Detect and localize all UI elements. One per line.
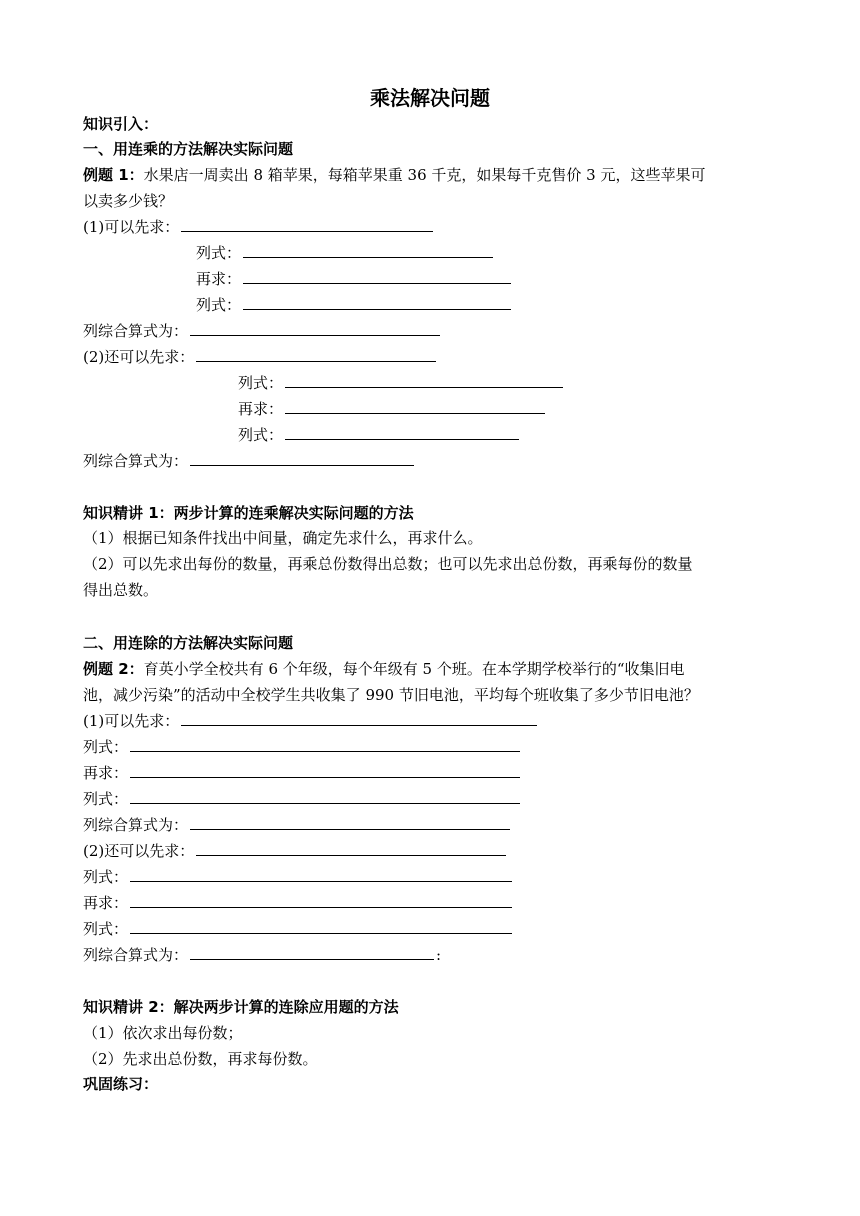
s1-q1-formula-row — [196, 242, 493, 264]
knowledge1-point2-line1: （2）可以先求出每份的数量，再乘总份数得出总数；也可以先求出总份数，再乘每份的数量 — [83, 555, 693, 573]
s1-q2-combined-blank[interactable] — [190, 450, 414, 466]
s1-q1-label: (1)可以先求： — [83, 218, 180, 236]
example2-line1 — [83, 658, 685, 680]
s2-q2-formula2-row — [83, 918, 512, 940]
knowledge1-point1: （1）根据已知条件找出中间量，确定先求什么，再求什么。 — [83, 529, 483, 547]
s1-q1-blank[interactable] — [181, 216, 433, 232]
s1-q1-formula-label: 列式： — [196, 244, 242, 262]
knowledge1-point2-line2: 得出总数。 — [83, 581, 159, 599]
s1-q2-then-row — [238, 398, 545, 420]
s1-q1-combined-row — [83, 320, 440, 342]
s1-q2-row — [83, 346, 436, 368]
s1-q2-then-label: 再求： — [238, 400, 284, 418]
s1-q2-formula2-blank[interactable] — [285, 424, 519, 440]
s1-q2-combined-label: 列综合算式为： — [83, 452, 189, 470]
s1-q2-formula-row — [238, 372, 563, 394]
s1-q2-formula-blank[interactable] — [285, 372, 563, 388]
knowledge2-heading: 知识精讲 2：解决两步计算的连除应用题的方法 — [83, 998, 399, 1016]
s2-q2-formula-blank[interactable] — [130, 866, 512, 882]
s1-q1-combined-label: 列综合算式为： — [83, 322, 189, 340]
s2-q2-then-row — [83, 892, 512, 914]
s1-q1-formula2-blank[interactable] — [243, 294, 511, 310]
s1-q1-combined-blank[interactable] — [190, 320, 440, 336]
s2-q1-formula2-row — [83, 788, 520, 810]
s2-q2-combined-row — [83, 944, 441, 966]
s2-q1-combined-blank[interactable] — [190, 814, 510, 830]
s1-q2-combined-row — [83, 450, 414, 472]
s1-q1-row — [83, 216, 433, 238]
s2-q1-then-blank[interactable] — [130, 762, 520, 778]
s2-q2-formula2-blank[interactable] — [130, 918, 512, 934]
s2-q1-row — [83, 710, 537, 732]
s2-q2-row — [83, 840, 506, 862]
s1-q2-formula2-label: 列式： — [238, 426, 284, 444]
example1-label: 例题 1： — [83, 166, 144, 184]
s2-q1-formula-row — [83, 736, 520, 758]
s1-q2-formula-label: 列式： — [238, 374, 284, 392]
s2-q2-blank[interactable] — [196, 840, 506, 856]
example2-text1: 育英小学全校共有 6 个年级，每个年级有 5 个班。在本学期学校举行的“收集旧电 — [143, 660, 685, 678]
s1-q1-then-row — [196, 268, 511, 290]
document-title: 乘法解决问题 — [370, 86, 490, 110]
s2-q1-then-row — [83, 762, 520, 784]
s1-q2-formula2-row — [238, 424, 519, 446]
s2-q2-label: (2)还可以先求： — [83, 842, 195, 860]
example1-line2: 以卖多少钱？ — [83, 192, 174, 210]
s1-q1-formula-blank[interactable] — [243, 242, 493, 258]
s2-q1-blank[interactable] — [181, 710, 537, 726]
s1-q2-label: (2)还可以先求： — [83, 348, 195, 366]
s1-q1-then-label: 再求： — [196, 270, 242, 288]
s2-q2-combined-blank[interactable] — [190, 944, 434, 960]
s2-q1-formula2-blank[interactable] — [130, 788, 520, 804]
example2-line2: 池，减少污染”的活动中全校学生共收集了 990 节旧电池，平均每个班收集了多少节旧电池？ — [83, 686, 699, 704]
section1-heading: 一、用连乘的方法解决实际问题 — [83, 140, 294, 158]
s2-q2-formula-label: 列式： — [83, 868, 129, 886]
section2-heading: 二、用连除的方法解决实际问题 — [83, 634, 294, 652]
knowledge2-point2: （2）先求出总份数，再求每份数。 — [83, 1050, 318, 1068]
s2-q2-formula2-label: 列式： — [83, 920, 129, 938]
s2-q1-combined-label: 列综合算式为： — [83, 816, 189, 834]
s2-q2-combined-suffix: : — [436, 946, 442, 964]
intro-heading: 知识引入： — [83, 115, 159, 133]
s2-q1-formula-blank[interactable] — [130, 736, 520, 752]
s2-q1-combined-row — [83, 814, 510, 836]
s1-q1-formula2-label: 列式： — [196, 296, 242, 314]
s2-q2-formula-row — [83, 866, 512, 888]
example1-text1: 水果店一周卖出 8 箱苹果，每箱苹果重 36 千克，如果每千克售价 3 元，这些苹果可 — [143, 166, 706, 184]
s1-q2-blank[interactable] — [196, 346, 436, 362]
s2-q1-label: (1)可以先求： — [83, 712, 180, 730]
s2-q2-combined-label: 列综合算式为： — [83, 946, 189, 964]
s2-q2-then-label: 再求： — [83, 894, 129, 912]
s2-q2-then-blank[interactable] — [130, 892, 512, 908]
s2-q1-formula-label: 列式： — [83, 738, 129, 756]
s2-q1-formula2-label: 列式： — [83, 790, 129, 808]
knowledge2-point1: （1）依次求出每份数； — [83, 1024, 243, 1042]
s1-q2-then-blank[interactable] — [285, 398, 545, 414]
knowledge1-heading: 知识精讲 1：两步计算的连乘解决实际问题的方法 — [83, 504, 414, 522]
example2-label: 例题 2： — [83, 660, 144, 678]
example1-line1 — [83, 164, 705, 186]
s2-q1-then-label: 再求： — [83, 764, 129, 782]
practice-heading: 巩固练习： — [83, 1075, 159, 1093]
s1-q1-formula2-row — [196, 294, 511, 316]
s1-q1-then-blank[interactable] — [243, 268, 511, 284]
